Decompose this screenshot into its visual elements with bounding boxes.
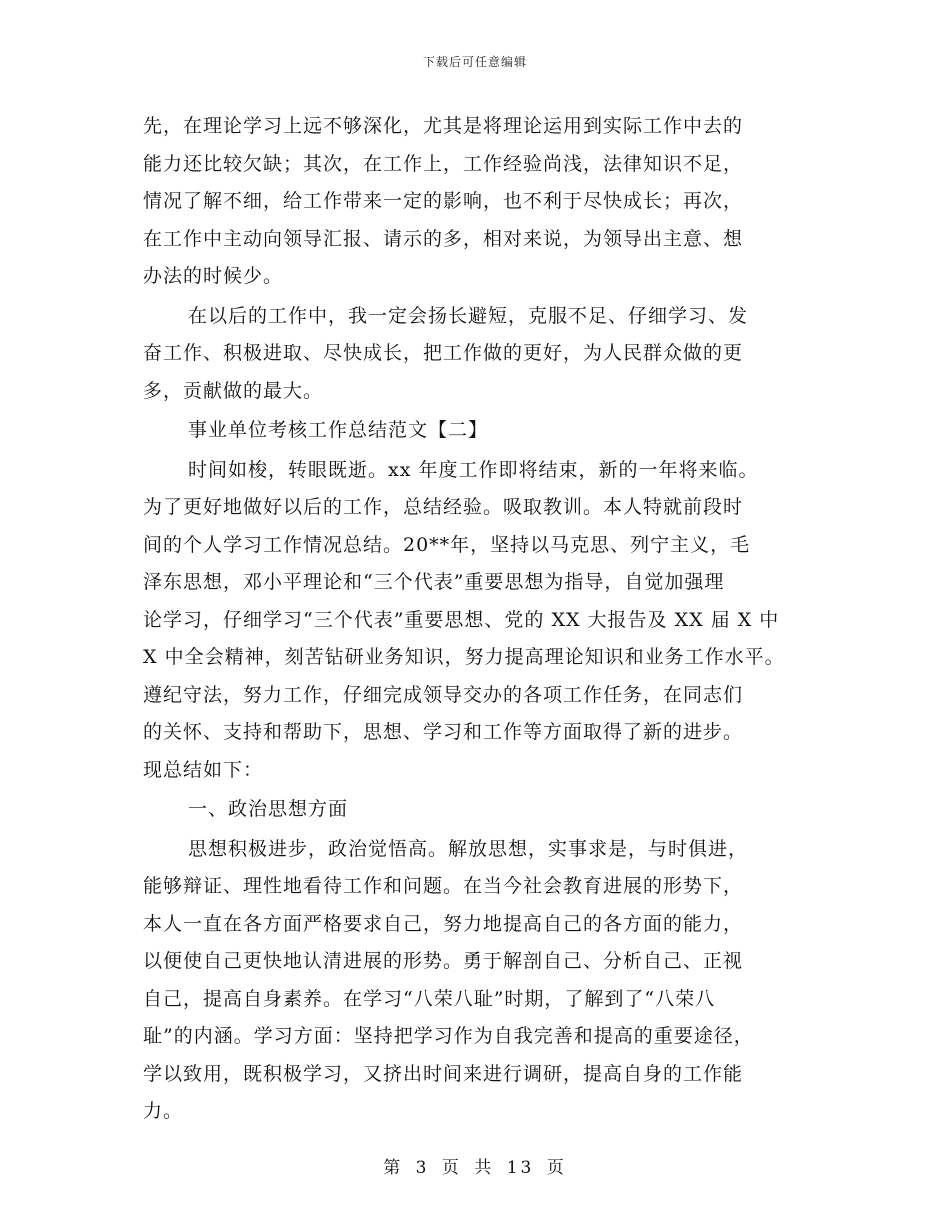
text-line: 在工作中主动向领导汇报、请示的多，相对来说，为领导出主意、想 (143, 227, 744, 250)
text-line: 为了更好地做好以后的工作，总结经验。吸取教训。本人特就前段时 (143, 496, 744, 518)
paragraph-start: 在以后的工作中，我一定会扬长避短，克服不足、仔细学习、发 (188, 304, 749, 327)
page-number: 第 3 页 共 13 页 (383, 1158, 567, 1178)
text-line: 泽东思想，邓小平理论和“三个代表”重要思想为指导，自觉加强理 (143, 571, 725, 593)
document-body (143, 108, 823, 1131)
text-line: X 中全会精神，刻苦钻研业务知识，努力提高理论知识和业务工作水平。 (143, 646, 785, 668)
text-line: 力。 (143, 1100, 184, 1122)
text-line: 的关怀、支持和帮助下，思想、学习和工作等方面取得了新的进步。 (143, 721, 744, 743)
text-line: 遵纪守法，努力工作，仔细完成领导交办的各项工作任务，在同志们 (143, 683, 744, 706)
text-line: 先，在理论学习上远不够深化，尤其是将理论运用到实际工作中去的 (143, 115, 744, 137)
text-line: 现总结如下： (143, 758, 264, 781)
text-line: 多，贡献做的最大。 (143, 379, 324, 402)
text-line: 能够辩证、理性地看待工作和问题。在当今社会教育进展的形势下， (143, 875, 744, 897)
text-line: 情况了解不细，给工作带来一定的影响，也不利于尽快成长；再次， (143, 190, 744, 212)
text-line: 能力还比较欠缺；其次，在工作上，工作经验尚浅，法律知识不足， (143, 152, 744, 175)
text-line: 办法的时候少。 (143, 265, 284, 287)
text-line: 以便使自己更快地认清进展的形势。勇于解剖自己、分析自己、正视 (143, 950, 744, 972)
text-line: 学以致用，既积极学习，又挤出时间来进行调研，提高自身的工作能 (143, 1062, 744, 1085)
section-heading: 事业单位考核工作总结范文【二】 (188, 419, 489, 441)
text-line: 论学习，仔细学习“三个代表”重要思想、党的 XX 大报告及 XX 届 X 中 (143, 608, 780, 631)
paragraph-start: 时间如梭，转眼既逝。xx 年度工作即将结束，新的一年将来临。 (188, 458, 759, 481)
text-line: 奋工作、积极进取、尽快成长，把工作做的更好，为人民群众做的更 (143, 342, 744, 364)
paragraph-start: 思想积极进步，政治觉悟高。解放思想，实事求是，与时俱进， (188, 837, 749, 860)
text-line: 自己，提高自身素养。在学习“八荣八耻”时期，了解到了“八荣八 (143, 987, 716, 1010)
page-header: 下载后可任意编辑 (422, 55, 527, 69)
text-line: 间的个人学习工作情况总结。20**年，坚持以马克思、列宁主义，毛 (143, 533, 751, 556)
text-line: 耻”的内涵。学习方面：坚持把学习作为自我完善和提高的重要途径， (143, 1025, 754, 1047)
text-line: 本人一直在各方面严格要求自己，努力地提高自己的各方面的能力， (143, 912, 744, 935)
subsection-heading: 一、政治思想方面 (188, 798, 349, 820)
